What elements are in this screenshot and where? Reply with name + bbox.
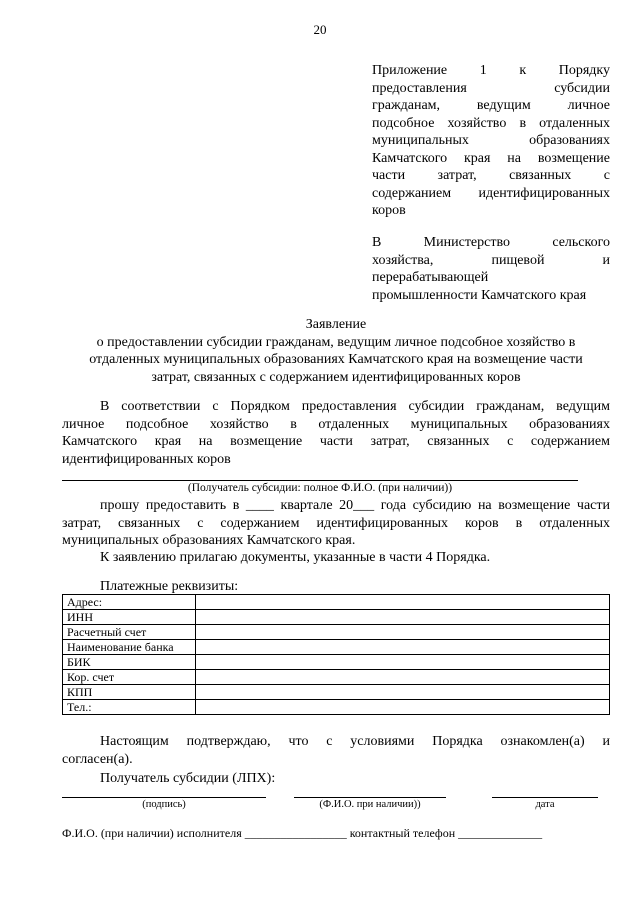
confirm-line: Настоящим подтверждаю, что с условиями Порядка ознакомлен(а) и (100, 734, 610, 749)
date-line[interactable] (492, 797, 598, 798)
appendix-line: части затрат, связанных с (372, 168, 610, 183)
date-caption: дата (535, 799, 555, 810)
table-row (63, 700, 610, 715)
table-row (63, 610, 610, 625)
payment-value[interactable] (196, 640, 610, 655)
recipient-label: Получатель субсидии (ЛПХ): (100, 771, 276, 786)
request-line: прошу предоставить в ____ квартале 20___ года субсидию на возмещение части (100, 498, 610, 513)
payment-value[interactable] (196, 670, 610, 685)
addressee-line: хозяйства, пищевой и (372, 252, 610, 268)
document-title (60, 316, 612, 386)
table-row (63, 640, 610, 655)
intro-line: Камчатского края на возмещение части затрат, связанных с содержанием (62, 434, 610, 449)
recipient-name-line (62, 480, 578, 481)
appendix-line: Приложение 1 к Порядку (372, 63, 610, 78)
appendix-line: коров (372, 203, 406, 218)
addressee-line: перерабатывающей (372, 270, 489, 285)
request-line: затрат, связанных с содержанием идентифицированных коров в отдаленных (62, 515, 610, 531)
executor-line: Ф.И.О. (при наличии) исполнителя _________________ контактный телефон ______________ (62, 826, 543, 840)
title-line: отдаленных муниципальных образованиях Камчатского края на возмещение части (89, 352, 583, 367)
appendix-line: муниципальных образованиях (372, 133, 610, 148)
name-caption: (Ф.И.О. при наличии)) (319, 799, 421, 810)
payment-value[interactable] (196, 625, 610, 640)
payment-details-table (62, 594, 610, 715)
table-row (63, 655, 610, 670)
table-row (63, 670, 610, 685)
payment-label: Тел.: (63, 700, 196, 715)
name-line[interactable] (294, 797, 446, 798)
payment-label: Наименование банка (63, 640, 196, 655)
confirm-line: согласен(а). (62, 751, 133, 767)
intro-line: личное подсобное хозяйство в отдаленных муниципальных образованиях (62, 416, 610, 432)
recipient-caption: (Получатель субсидии: полное Ф.И.О. (при наличии)) (187, 482, 453, 494)
payment-label: ИНН (63, 610, 196, 625)
appendix-line: Камчатского края на возмещение (372, 150, 610, 166)
signature-line[interactable] (62, 797, 266, 798)
addressee-line: промышленности Камчатского края (372, 287, 587, 303)
request-line: муниципальных образованиях Камчатского края. (62, 533, 356, 548)
appendix-line: гражданам, ведущим личное (372, 98, 610, 113)
page-number: 20 (313, 22, 327, 37)
appendix-line: предоставления субсидии (372, 80, 610, 96)
payment-value[interactable] (196, 610, 610, 625)
table-row (63, 625, 610, 640)
payment-value[interactable] (196, 655, 610, 670)
table-row (63, 685, 610, 700)
payment-label: Адрес: (63, 595, 196, 610)
addressee-line: В Министерство сельского (372, 235, 610, 250)
payment-value[interactable] (196, 595, 610, 610)
confirmation-paragraph (62, 733, 610, 768)
payment-value[interactable] (196, 700, 610, 715)
intro-line: В соответствии с Порядком предоставления субсидии гражданам, ведущим (100, 399, 610, 414)
table-row (63, 595, 610, 610)
appendix-header (372, 62, 610, 220)
intro-line: идентифицированных коров (62, 451, 231, 467)
signature-caption: (подпись) (142, 799, 186, 810)
attachments-text: К заявлению прилагаю документы, указанные в части 4 Порядка. (100, 550, 491, 565)
payment-label: Расчетный счет (63, 625, 196, 640)
appendix-line: содержанием идентифицированных (372, 185, 610, 201)
request-paragraph (62, 497, 610, 550)
payment-title: Платежные реквизиты: (100, 579, 239, 594)
appendix-line: подсобное хозяйство в отдаленных (372, 115, 610, 131)
payment-label: БИК (63, 655, 196, 670)
addressee-block (372, 234, 610, 304)
title-heading: Заявление (305, 317, 367, 332)
payment-value[interactable] (196, 685, 610, 700)
payment-label: КПП (63, 685, 196, 700)
title-line: о предоставлении субсидии гражданам, ведущим личное подсобное хозяйство в (96, 334, 576, 350)
payment-label: Кор. счет (63, 670, 196, 685)
title-line: затрат, связанных с содержанием идентифицированных коров (151, 369, 521, 385)
intro-paragraph (62, 398, 610, 468)
